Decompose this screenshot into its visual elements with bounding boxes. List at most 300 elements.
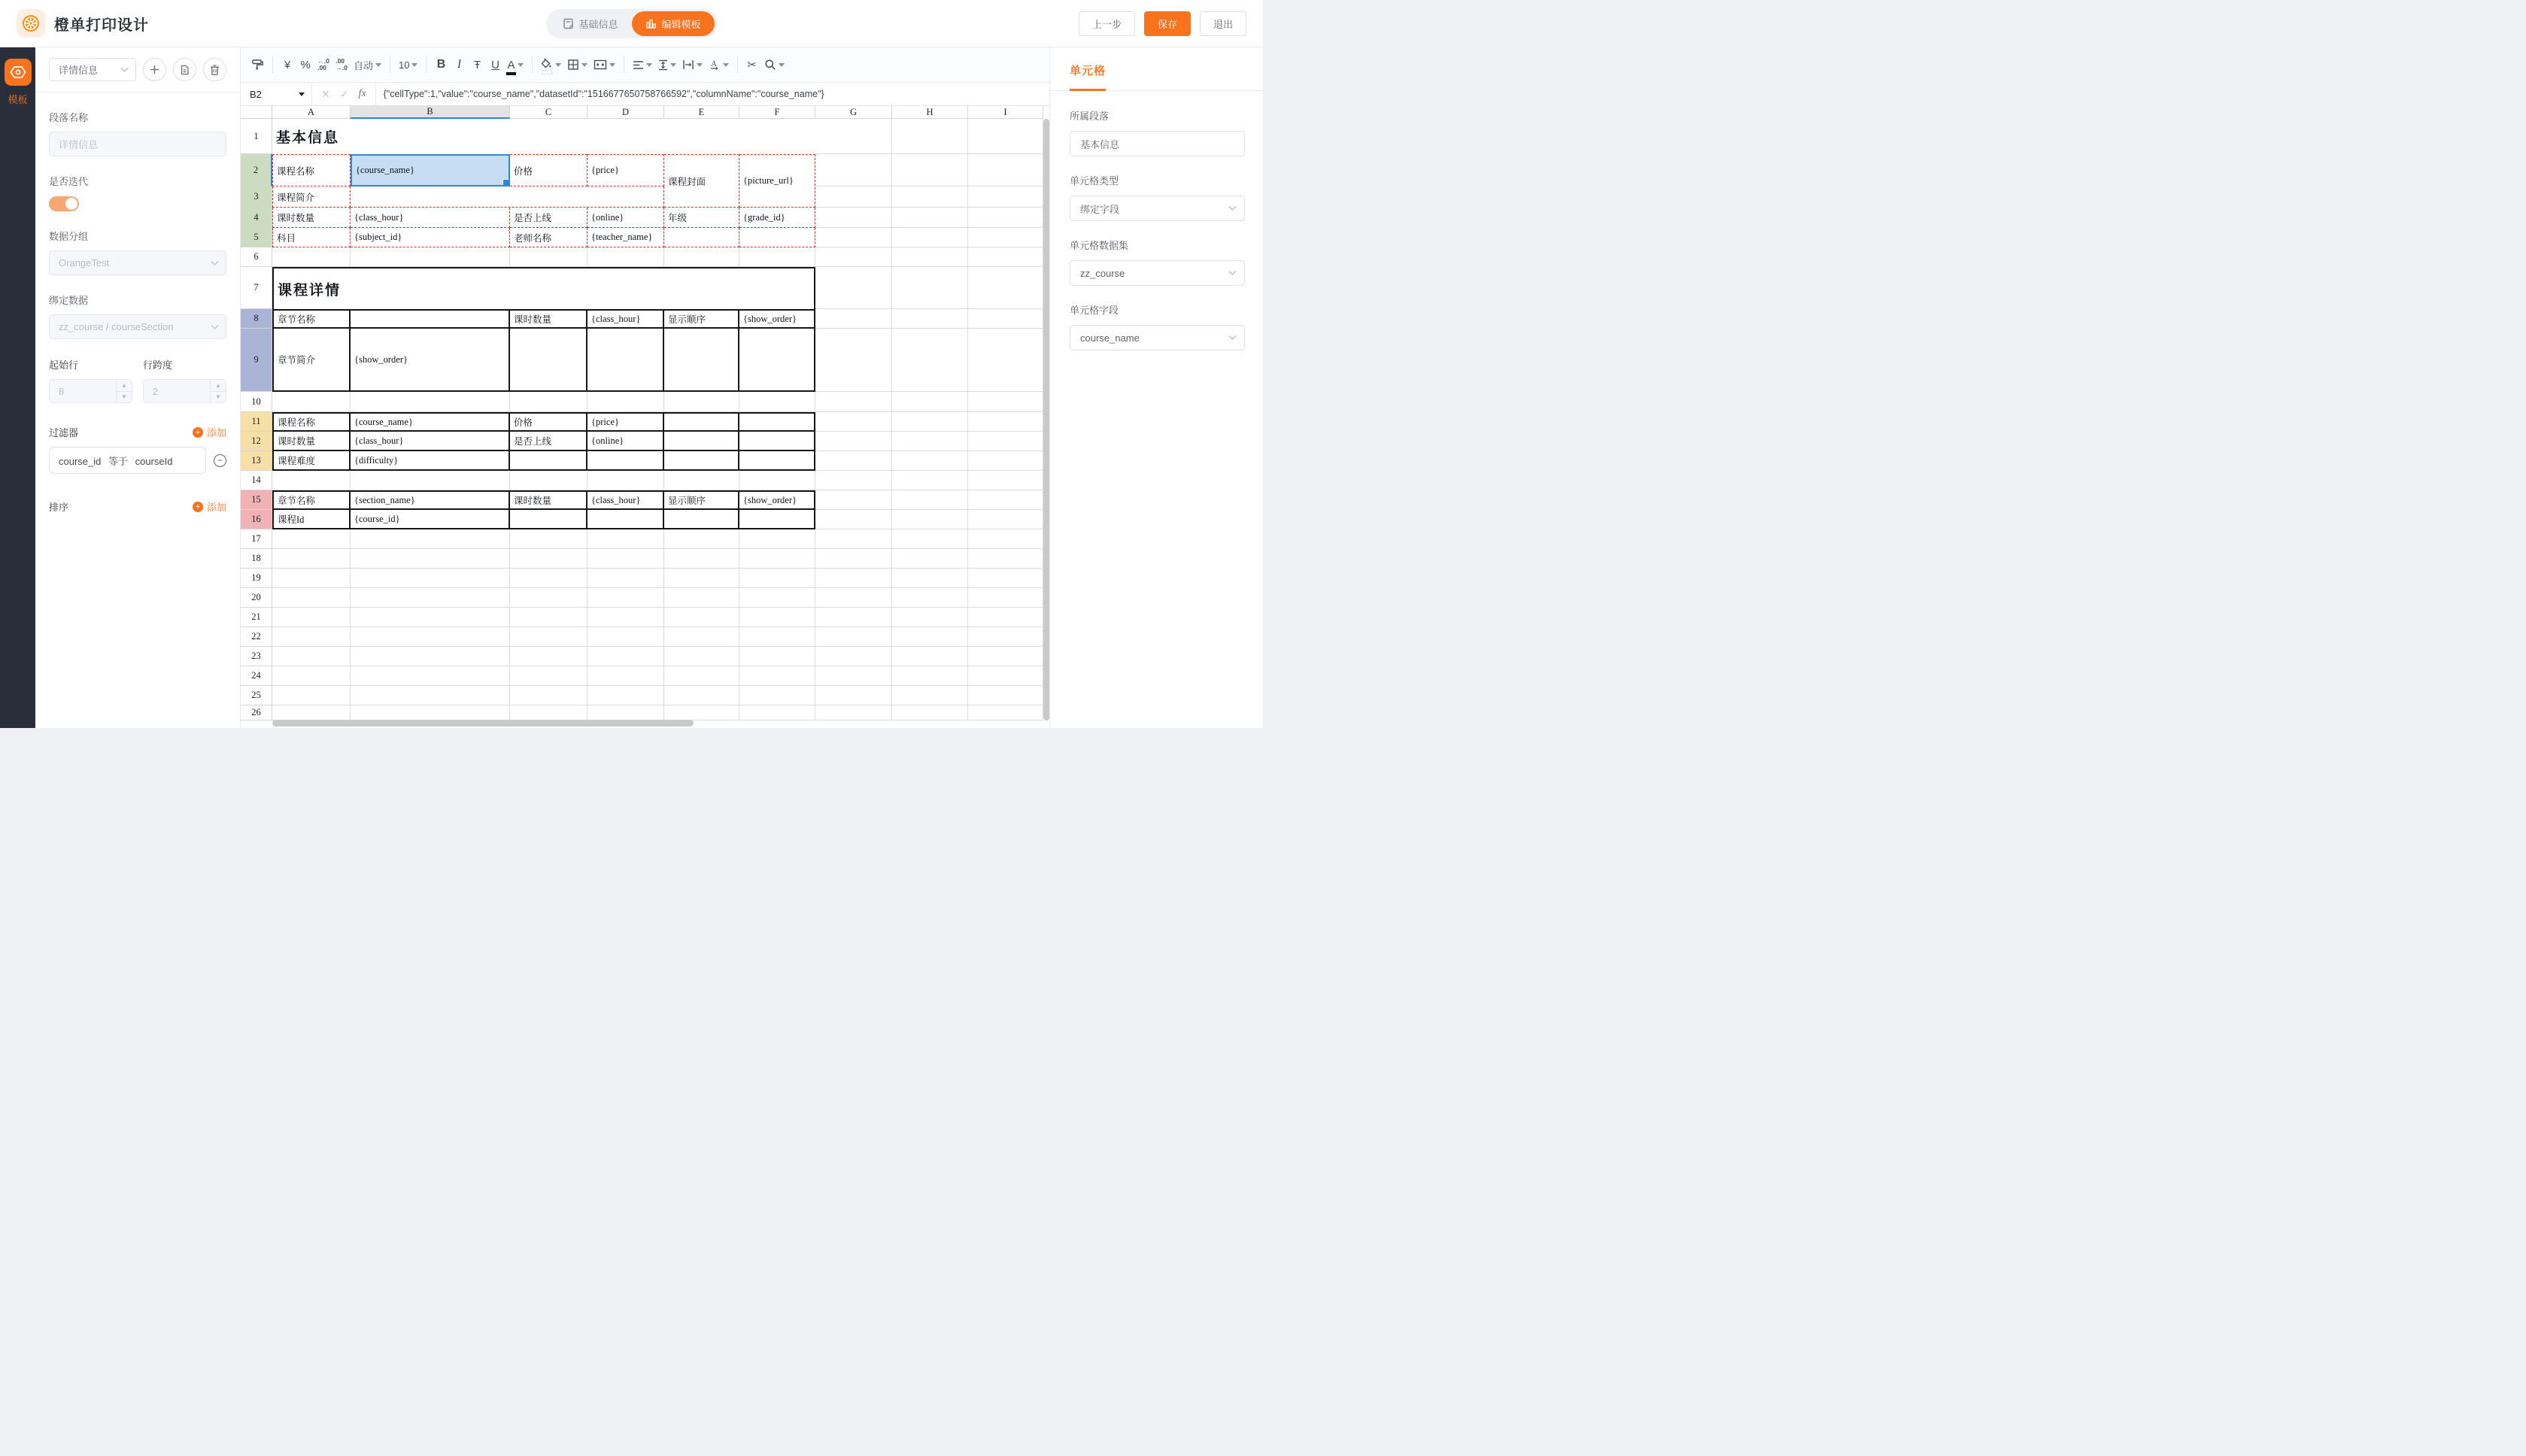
sheet-cell-H16[interactable] [892, 510, 968, 529]
stepper-down-icon[interactable]: ▼ [215, 393, 221, 401]
sheet-cell-G14[interactable] [815, 471, 892, 490]
sheet-cell-C22[interactable] [510, 627, 587, 647]
sheet-cell-D6[interactable] [587, 247, 664, 267]
sheet-cell-I18[interactable] [968, 549, 1043, 569]
sheet-cell-F16[interactable] [739, 510, 815, 529]
sheet-cell-C8[interactable]: 课时数量 [510, 309, 587, 329]
sheet-cell-H15[interactable] [892, 490, 968, 510]
strikethrough-button[interactable] [468, 53, 486, 76]
sheet-cell-B19[interactable] [351, 569, 510, 588]
sheet-cell-G6[interactable] [815, 247, 892, 267]
sheet-cell-G17[interactable] [815, 529, 892, 549]
sheet-cell-G5[interactable] [815, 228, 892, 247]
sheet-cell-B21[interactable] [351, 608, 510, 627]
row-header-8[interactable]: 8 [241, 309, 272, 329]
sheet-cell-D23[interactable] [587, 647, 664, 666]
tab-basic-info[interactable] [548, 11, 631, 36]
sheet-cell-E20[interactable] [664, 588, 739, 608]
col-header-G[interactable]: G [815, 106, 892, 119]
sheet-cell-B6[interactable] [351, 247, 510, 267]
sheet-cell-D14[interactable] [587, 471, 664, 490]
sheet-cell-I24[interactable] [968, 666, 1043, 686]
sheet-cell-H10[interactable] [892, 392, 968, 412]
sheet-cell-G12[interactable] [815, 432, 892, 451]
sheet-cell-G26[interactable] [815, 705, 892, 720]
sheet-cell-A19[interactable] [272, 569, 351, 588]
sheet-cell-D18[interactable] [587, 549, 664, 569]
sheet-cell-D21[interactable] [587, 608, 664, 627]
row-header-17[interactable]: 17 [241, 529, 272, 549]
delete-paragraph-button[interactable] [203, 58, 226, 81]
sheet-cell-E2[interactable]: 课程封面 [664, 154, 739, 208]
cell-field-select[interactable] [1070, 325, 1245, 350]
percent-format-button[interactable] [296, 53, 314, 76]
sheet-cell-H18[interactable] [892, 549, 968, 569]
sheet-cell-B26[interactable] [351, 705, 510, 720]
row-header-20[interactable]: 20 [241, 588, 272, 608]
sheet-cell-B15[interactable]: {section_name} [351, 490, 510, 510]
sheet-cell-A25[interactable] [272, 686, 351, 705]
cancel-entry-icon[interactable]: ✕ [321, 87, 330, 100]
merge-cells-dropdown[interactable] [591, 53, 618, 76]
sheet-cell-A12[interactable]: 课时数量 [272, 432, 351, 451]
sheet-cell-F12[interactable] [739, 432, 815, 451]
sheet-cell-F23[interactable] [739, 647, 815, 666]
sheet-cell-A9[interactable]: 章节简介 [272, 329, 351, 392]
sheet-cell-C25[interactable] [510, 686, 587, 705]
sheet-cell-E26[interactable] [664, 705, 739, 720]
sheet-cell-A11[interactable]: 课程名称 [272, 412, 351, 432]
sheet-cell-G22[interactable] [815, 627, 892, 647]
col-header-A[interactable]: A [272, 106, 351, 119]
sheet-cell-F18[interactable] [739, 549, 815, 569]
sheet-cell-D9[interactable] [587, 329, 664, 392]
sheet-cell-D8[interactable]: {class_hour} [587, 309, 664, 329]
sheet-cell-I1[interactable] [968, 119, 1043, 154]
sheet-cell-E10[interactable] [664, 392, 739, 412]
sheet-cell-A17[interactable] [272, 529, 351, 549]
sheet-cell-G4[interactable] [815, 208, 892, 228]
sheet-cell-C15[interactable]: 课时数量 [510, 490, 587, 510]
row-header-19[interactable]: 19 [241, 569, 272, 588]
sheet-cell-E9[interactable] [664, 329, 739, 392]
italic-button[interactable] [450, 53, 468, 76]
sheet-cell-H9[interactable] [892, 329, 968, 392]
sheet-cell-H12[interactable] [892, 432, 968, 451]
sheet-cell-B5[interactable]: {subject_id} [351, 228, 510, 247]
sheet-cell-F21[interactable] [739, 608, 815, 627]
sheet-cell-H8[interactable] [892, 309, 968, 329]
sheet-cell-D17[interactable] [587, 529, 664, 549]
sheet-cell-G3[interactable] [815, 187, 892, 208]
sheet-cell-F17[interactable] [739, 529, 815, 549]
iterate-toggle[interactable] [49, 196, 79, 211]
sheet-cell-C6[interactable] [510, 247, 587, 267]
sheet-cell-E13[interactable] [664, 451, 739, 471]
sheet-cell-H25[interactable] [892, 686, 968, 705]
underline-button[interactable] [486, 53, 504, 76]
sheet-cell-A16[interactable]: 课程Id [272, 510, 351, 529]
sheet-cell-A21[interactable] [272, 608, 351, 627]
sheet-cell-I19[interactable] [968, 569, 1043, 588]
cut-button[interactable] [743, 53, 761, 76]
sheet-cell-H14[interactable] [892, 471, 968, 490]
sheet-cell-D11[interactable]: {price} [587, 412, 664, 432]
col-header-D[interactable]: D [587, 106, 664, 119]
row-header-9[interactable]: 9 [241, 329, 272, 392]
sheet-cell-B10[interactable] [351, 392, 510, 412]
horizontal-align-dropdown[interactable] [630, 53, 655, 76]
row-header-15[interactable]: 15 [241, 490, 272, 510]
row-header-13[interactable]: 13 [241, 451, 272, 471]
sheet-cell-C21[interactable] [510, 608, 587, 627]
col-header-H[interactable]: H [892, 106, 968, 119]
sheet-cell-B2[interactable]: {course_name} [351, 154, 510, 187]
sheet-cell-A2[interactable]: 课程名称 [272, 154, 351, 187]
sheet-cell-A6[interactable] [272, 247, 351, 267]
sheet-cell-B18[interactable] [351, 549, 510, 569]
sheet-cell-A23[interactable] [272, 647, 351, 666]
sheet-cell-B22[interactable] [351, 627, 510, 647]
sheet-cell-I23[interactable] [968, 647, 1043, 666]
sheet-cell-E21[interactable] [664, 608, 739, 627]
row-header-10[interactable]: 10 [241, 392, 272, 412]
sheet-cell-G9[interactable] [815, 329, 892, 392]
sheet-cell-E14[interactable] [664, 471, 739, 490]
sheet-cell-I17[interactable] [968, 529, 1043, 549]
sheet-cell-I16[interactable] [968, 510, 1043, 529]
sheet-cell-C9[interactable] [510, 329, 587, 392]
sheet-cell-E11[interactable] [664, 412, 739, 432]
sheet-cell-D20[interactable] [587, 588, 664, 608]
sheet-cell-G23[interactable] [815, 647, 892, 666]
sheet-cell-F15[interactable]: {show_order} [739, 490, 815, 510]
save-button[interactable]: 保存 [1144, 11, 1191, 36]
sheet-cell-D16[interactable] [587, 510, 664, 529]
sheet-cell-B14[interactable] [351, 471, 510, 490]
sheet-cell-B11[interactable]: {course_name} [351, 412, 510, 432]
sheet-cell-A24[interactable] [272, 666, 351, 686]
row-header-11[interactable]: 11 [241, 412, 272, 432]
sheet-cell-C20[interactable] [510, 588, 587, 608]
sheet-cell-I12[interactable] [968, 432, 1043, 451]
sheet-cell-G18[interactable] [815, 549, 892, 569]
formula-input[interactable]: {"cellType":1,"value":"course_name","datasetId":"1516677650758766592","columnName":"course_name"} [383, 89, 824, 99]
sheet-cell-F9[interactable] [739, 329, 815, 392]
prev-step-button[interactable]: 上一步 [1079, 11, 1135, 36]
sheet-cell-A10[interactable] [272, 392, 351, 412]
fx-icon[interactable]: fx [358, 88, 366, 99]
sheet-cell-E5[interactable] [664, 228, 739, 247]
sheet-cell-G7[interactable] [815, 267, 892, 309]
sheet-cell-C4[interactable]: 是否上线 [510, 208, 587, 228]
sheet-cell-E4[interactable]: 年级 [664, 208, 739, 228]
sheet-cell-I2[interactable] [968, 154, 1043, 187]
sheet-cell-C18[interactable] [510, 549, 587, 569]
sheet-cell-D10[interactable] [587, 392, 664, 412]
sheet-cell-D22[interactable] [587, 627, 664, 647]
sheet-cell-D15[interactable]: {class_hour} [587, 490, 664, 510]
sheet-cell-C19[interactable] [510, 569, 587, 588]
sheet-cell-F25[interactable] [739, 686, 815, 705]
row-header-7[interactable]: 7 [241, 267, 272, 309]
sheet-cell-G20[interactable] [815, 588, 892, 608]
borders-dropdown[interactable] [564, 53, 591, 76]
row-header-12[interactable]: 12 [241, 432, 272, 451]
sheet-cell-C23[interactable] [510, 647, 587, 666]
vertical-scrollbar[interactable] [1043, 119, 1049, 720]
sheet-cell-F22[interactable] [739, 627, 815, 647]
sheet-cell-E8[interactable]: 显示顺序 [664, 309, 739, 329]
sheet-cell-A5[interactable]: 科目 [272, 228, 351, 247]
sheet-cell-A3[interactable]: 课程简介 [272, 187, 351, 208]
sheet-cell-B17[interactable] [351, 529, 510, 549]
row-header-22[interactable]: 22 [241, 627, 272, 647]
sheet-cell-E24[interactable] [664, 666, 739, 686]
sheet-cell-I11[interactable] [968, 412, 1043, 432]
sheet-cell-F14[interactable] [739, 471, 815, 490]
stepper-down-icon[interactable]: ▼ [121, 393, 127, 401]
sheet-cell-F6[interactable] [739, 247, 815, 267]
sheet-cell-D24[interactable] [587, 666, 664, 686]
sheet-cell-E12[interactable] [664, 432, 739, 451]
number-format-dropdown[interactable] [351, 53, 384, 76]
sheet-cell-C10[interactable] [510, 392, 587, 412]
format-painter-button[interactable] [248, 53, 267, 76]
row-header-16[interactable]: 16 [241, 510, 272, 529]
sheet-cell-D13[interactable] [587, 451, 664, 471]
paragraph-name-input[interactable]: 详情信息 [49, 132, 226, 156]
sheet-cell-E22[interactable] [664, 627, 739, 647]
sheet-cell-I3[interactable] [968, 187, 1043, 208]
sheet-cell-C26[interactable] [510, 705, 587, 720]
col-header-C[interactable]: C [510, 106, 587, 119]
bind-data-select[interactable] [49, 314, 226, 339]
row-header-21[interactable]: 21 [241, 608, 272, 627]
sheet-cell-A1[interactable]: 基本信息 [272, 119, 815, 154]
sheet-cell-I15[interactable] [968, 490, 1043, 510]
row-header-18[interactable]: 18 [241, 549, 272, 569]
sheet-cell-A14[interactable] [272, 471, 351, 490]
sheet-cell-G1[interactable] [815, 119, 892, 154]
row-header-5[interactable]: 5 [241, 228, 272, 247]
sheet-cell-F24[interactable] [739, 666, 815, 686]
sheet-cell-B12[interactable]: {class_hour} [351, 432, 510, 451]
sheet-cell-E23[interactable] [664, 647, 739, 666]
sheet-cell-F26[interactable] [739, 705, 815, 720]
row-header-1[interactable]: 1 [241, 119, 272, 154]
sheet-cell-H1[interactable] [892, 119, 968, 154]
sheet-cell-I7[interactable] [968, 267, 1043, 309]
sheet-cell-B13[interactable]: {difficulty} [351, 451, 510, 471]
sheet-cell-I22[interactable] [968, 627, 1043, 647]
sheet-cell-F11[interactable] [739, 412, 815, 432]
sheet-cell-I4[interactable] [968, 208, 1043, 228]
start-row-stepper[interactable] [49, 379, 132, 403]
sheet-cell-D2[interactable]: {price} [587, 154, 664, 187]
sheet-cell-H21[interactable] [892, 608, 968, 627]
sheet-cell-C16[interactable] [510, 510, 587, 529]
sheet-cell-G8[interactable] [815, 309, 892, 329]
sheet-cell-F2[interactable]: {picture_url} [739, 154, 815, 208]
sheet-cell-F13[interactable] [739, 451, 815, 471]
sheet-cell-B3[interactable] [351, 187, 664, 208]
row-header-24[interactable]: 24 [241, 666, 272, 686]
sheet-cell-C17[interactable] [510, 529, 587, 549]
sheet-cell-H13[interactable] [892, 451, 968, 471]
sheet-cell-I9[interactable] [968, 329, 1043, 392]
sheet-cell-A4[interactable]: 课时数量 [272, 208, 351, 228]
add-filter-button[interactable] [193, 425, 226, 439]
sheet-cell-E15[interactable]: 显示顺序 [664, 490, 739, 510]
sheet-cell-G24[interactable] [815, 666, 892, 686]
sheet-cell-A8[interactable]: 章节名称 [272, 309, 351, 329]
sheet-cell-A20[interactable] [272, 588, 351, 608]
data-group-select[interactable] [49, 250, 226, 275]
currency-format-button[interactable] [278, 53, 296, 76]
sheet-cell-G25[interactable] [815, 686, 892, 705]
sheet-cell-G21[interactable] [815, 608, 892, 627]
sheet-cell-F19[interactable] [739, 569, 815, 588]
sheet-cell-H5[interactable] [892, 228, 968, 247]
cell-name-box[interactable] [241, 83, 312, 105]
col-header-I[interactable]: I [968, 106, 1043, 119]
tab-edit-template[interactable] [632, 11, 715, 36]
row-header-6[interactable]: 6 [241, 247, 272, 267]
sheet-cell-C2[interactable]: 价格 [510, 154, 587, 187]
cell-dataset-select[interactable] [1070, 260, 1245, 286]
sheet-cell-C5[interactable]: 老师名称 [510, 228, 587, 247]
decrease-decimal-button[interactable] [314, 53, 332, 76]
sheet-cell-A13[interactable]: 课程难度 [272, 451, 351, 471]
row-header-23[interactable]: 23 [241, 647, 272, 666]
sheet-cell-H17[interactable] [892, 529, 968, 549]
confirm-entry-icon[interactable]: ✓ [339, 87, 349, 100]
sheet-cell-H23[interactable] [892, 647, 968, 666]
add-sort-button[interactable] [193, 499, 226, 514]
sheet-cell-H20[interactable] [892, 588, 968, 608]
add-paragraph-button[interactable] [143, 58, 166, 81]
sheet-cell-G16[interactable] [815, 510, 892, 529]
sheet-cell-A15[interactable]: 章节名称 [272, 490, 351, 510]
sheet-cell-F4[interactable]: {grade_id} [739, 208, 815, 228]
sheet-cell-F10[interactable] [739, 392, 815, 412]
sheet-cell-D25[interactable] [587, 686, 664, 705]
sheet-cell-I13[interactable] [968, 451, 1043, 471]
sheet-cell-I21[interactable] [968, 608, 1043, 627]
sheet-cell-I5[interactable] [968, 228, 1043, 247]
sheet-cell-E6[interactable] [664, 247, 739, 267]
sheet-cell-C12[interactable]: 是否上线 [510, 432, 587, 451]
text-rotate-dropdown[interactable] [706, 53, 732, 76]
sheet-cell-I10[interactable] [968, 392, 1043, 412]
fill-color-dropdown[interactable] [538, 53, 564, 76]
sheet-corner[interactable] [241, 106, 272, 119]
sheet-cell-G19[interactable] [815, 569, 892, 588]
sheet-cell-B8[interactable] [351, 309, 510, 329]
row-header-14[interactable]: 14 [241, 471, 272, 490]
sheet-cell-D19[interactable] [587, 569, 664, 588]
sheet-cell-C24[interactable] [510, 666, 587, 686]
sheet-cell-C14[interactable] [510, 471, 587, 490]
sheet-cell-I8[interactable] [968, 309, 1043, 329]
sheet-cell-H19[interactable] [892, 569, 968, 588]
sheet-cell-I20[interactable] [968, 588, 1043, 608]
sheet-cell-C13[interactable] [510, 451, 587, 471]
text-wrap-dropdown[interactable] [679, 53, 706, 76]
sheet-cell-H22[interactable] [892, 627, 968, 647]
sheet-cell-C11[interactable]: 价格 [510, 412, 587, 432]
sheet-cell-H7[interactable] [892, 267, 968, 309]
col-header-B[interactable]: B [351, 106, 510, 119]
font-size-dropdown[interactable] [396, 53, 420, 76]
sheet-cell-G2[interactable] [815, 154, 892, 187]
row-header-26[interactable]: 26 [241, 705, 272, 720]
sheet-cell-E19[interactable] [664, 569, 739, 588]
sheet-cell-H26[interactable] [892, 705, 968, 720]
row-span-stepper[interactable] [143, 379, 226, 403]
sheet-cell-I14[interactable] [968, 471, 1043, 490]
sheet-cell-B16[interactable]: {course_id} [351, 510, 510, 529]
exit-button[interactable]: 退出 [1200, 11, 1246, 36]
stepper-up-icon[interactable]: ▲ [117, 380, 132, 392]
sheet-cell-E18[interactable] [664, 549, 739, 569]
copy-paragraph-button[interactable] [173, 58, 196, 81]
bold-button[interactable] [432, 53, 450, 76]
row-header-25[interactable]: 25 [241, 686, 272, 705]
sheet-cell-B25[interactable] [351, 686, 510, 705]
sheet-cell-A22[interactable] [272, 627, 351, 647]
paragraph-select[interactable] [49, 58, 136, 81]
remove-filter-icon[interactable]: − [214, 454, 226, 467]
col-header-E[interactable]: E [664, 106, 739, 119]
row-header-2[interactable]: 2 [241, 154, 272, 187]
font-color-dropdown[interactable] [504, 53, 526, 76]
sheet-cell-I6[interactable] [968, 247, 1043, 267]
sheet-cell-H6[interactable] [892, 247, 968, 267]
sheet-cell-G13[interactable] [815, 451, 892, 471]
sheet-cell-G15[interactable] [815, 490, 892, 510]
sheet-cell-B9[interactable]: {show_order} [351, 329, 510, 392]
sheet-cell-B20[interactable] [351, 588, 510, 608]
sheet-cell-E17[interactable] [664, 529, 739, 549]
row-header-3[interactable]: 3 [241, 187, 272, 208]
sheet-cell-F8[interactable]: {show_order} [739, 309, 815, 329]
increase-decimal-button[interactable] [332, 53, 351, 76]
sheet-cell-H24[interactable] [892, 666, 968, 686]
sheet-cell-B4[interactable]: {class_hour} [351, 208, 510, 228]
sheet-cell-H2[interactable] [892, 154, 968, 187]
stepper-up-icon[interactable]: ▲ [211, 380, 226, 392]
row-header-4[interactable]: 4 [241, 208, 272, 228]
vertical-align-dropdown[interactable] [655, 53, 679, 76]
sheet-cell-D4[interactable]: {online} [587, 208, 664, 228]
sheet-cell-G10[interactable] [815, 392, 892, 412]
horizontal-scrollbar[interactable] [272, 720, 694, 726]
sheet-cell-G11[interactable] [815, 412, 892, 432]
sheet-cell-I26[interactable] [968, 705, 1043, 720]
col-header-F[interactable]: F [739, 106, 815, 119]
sheet-cell-F20[interactable] [739, 588, 815, 608]
sheet-cell-H4[interactable] [892, 208, 968, 228]
cell-type-select[interactable] [1070, 196, 1245, 221]
search-dropdown[interactable] [761, 53, 788, 76]
sheet-cell-D26[interactable] [587, 705, 664, 720]
sheet-cell-B24[interactable] [351, 666, 510, 686]
owner-paragraph-input[interactable] [1070, 131, 1245, 156]
sheet-cell-I25[interactable] [968, 686, 1043, 705]
sheet-cell-D12[interactable]: {online} [587, 432, 664, 451]
